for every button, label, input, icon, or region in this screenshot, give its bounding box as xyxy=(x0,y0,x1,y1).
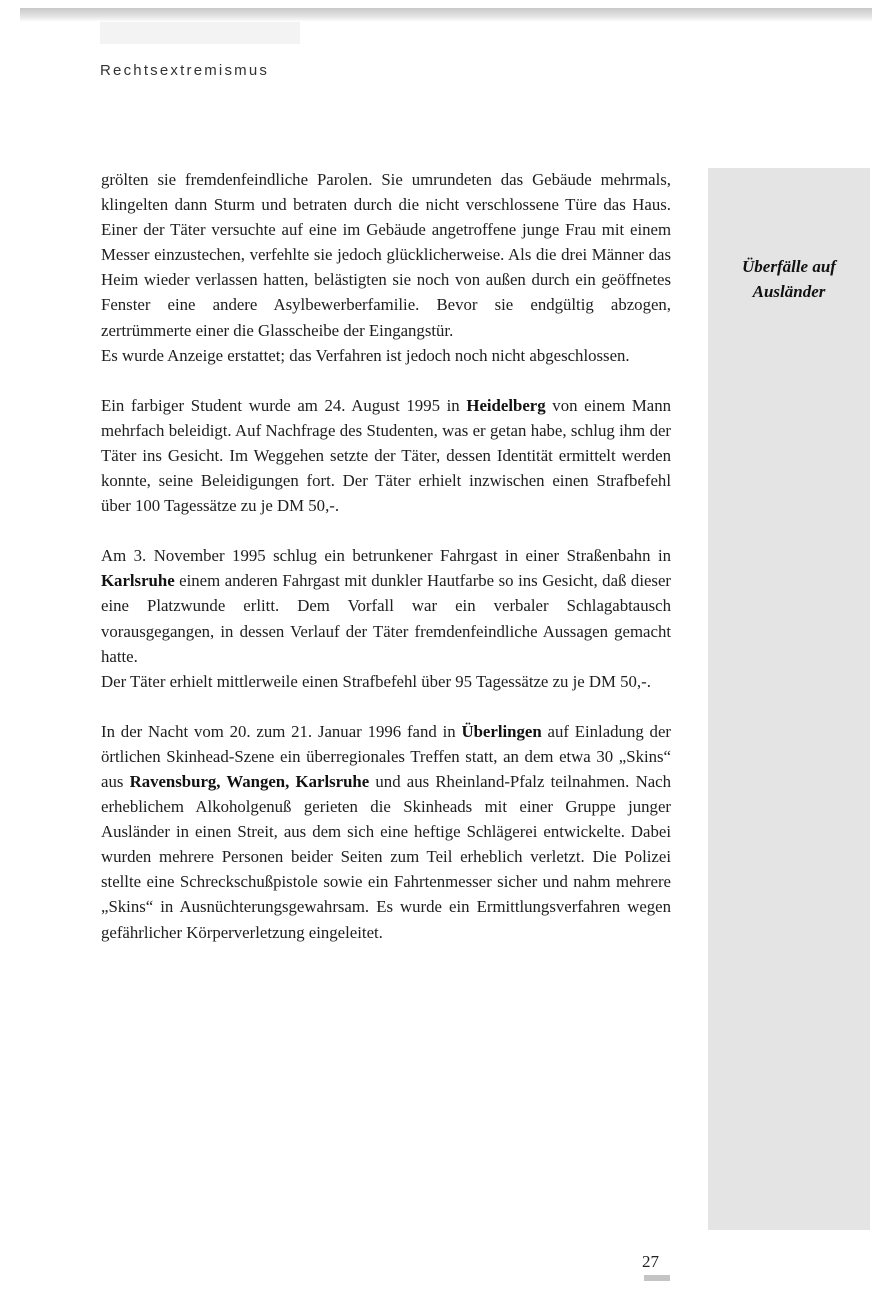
paragraph xyxy=(101,719,671,945)
body-text xyxy=(101,167,671,945)
text-run: Der Täter erhielt mittlerweile einen Strafbefehl über 95 Tagessätze zu je DM 50,-. xyxy=(101,671,651,691)
paragraph xyxy=(101,669,671,694)
text-run: und aus Rheinland-Pfalz teilnahmen. Nach erheblichem Alkoholgenuß gerieten die Skinheads mit einer Gruppe junger Ausländer in einen Streit, aus dem sich eine heftige Schlägerei entwickelte. Dabei wurden mehrere Personen beider Seiten zum Teil erheblich verletzt. Die Polizei stellte eine Schreckschußpistole sowie ein Fahrtenmesser sicher und nahm mehrere „Skins“ in Ausnüchterungsgewahrsam. Es wurde ein Ermittlungsverfahren wegen gefährlicher Körperverletzung eingeleitet. xyxy=(101,771,671,942)
paragraph xyxy=(101,393,671,518)
scan-smudge xyxy=(100,22,300,44)
page-number-bar xyxy=(644,1275,670,1281)
margin-column xyxy=(708,168,870,1230)
margin-note xyxy=(708,254,870,304)
running-head: Rechtsextremismus xyxy=(100,62,270,79)
paragraph xyxy=(101,167,671,343)
text-run: Ein farbiger Student wurde am 24. August 1995 in xyxy=(101,395,467,415)
paragraph xyxy=(101,343,671,368)
place-name: Ravensburg, Wangen, Karlsruhe xyxy=(129,771,370,791)
text-run: auf Einladung der örtlichen Skinhead-Szene ein überregionales Treffen statt, an dem etwa 30 „Skins“ aus xyxy=(101,721,671,791)
scan-top-edge xyxy=(20,8,872,22)
text-run: grölten sie fremdenfeindliche Parolen. Sie umrundeten das Gebäude mehrmals, klingelten dann Sturm und betraten durch die nicht verschlossene Türe das Haus. Einer der Täter versuchte auf eine im Gebäude angetroffene junge Frau mit einem Messer einzustechen, verfehlte sie jedoch glücklicherweise. Als die drei Männer das Heim wieder verlassen hatten, belästigten sie noch von außen durch ein geöffnetes Fenster eine andere Asylbewerberfamilie. Bevor sie endgültig abzogen, zertrümmerte einer die Glasscheibe der Eingangstür. xyxy=(101,170,671,340)
place-name: Karlsruhe xyxy=(101,571,175,591)
place-name: Überlingen xyxy=(461,721,542,741)
margin-note-line-2: Ausländer xyxy=(752,282,826,301)
place-name: Heidelberg xyxy=(466,395,546,415)
text-run: von einem Mann mehrfach beleidigt. Auf Nachfrage des Studenten, was er getan habe, schlug ihm der Täter ins Gesicht. Im Weggehen setzte der Täter, dessen Identität ermittelt werden konnte, seine Beleidigungen fort. Der Täter erhielt inzwischen einen Strafbefehl über 100 Tagessätze zu je DM 50,-. xyxy=(101,395,671,516)
text-run: Am 3. November 1995 schlug ein betrunkener Fahrgast in einer Straßenbahn in xyxy=(101,546,671,566)
margin-note-line-1: Überfälle auf xyxy=(742,257,836,276)
text-run: Es wurde Anzeige erstattet; das Verfahren ist jedoch noch nicht abgeschlossen. xyxy=(101,345,630,365)
text-run: einem anderen Fahrgast mit dunkler Hautfarbe so ins Gesicht, daß dieser eine Platzwunde erlitt. Dem Vorfall war ein verbaler Schlagabtausch vorausgegangen, in dessen Verlauf der Täter fremdenfeindliche Aussagen gemacht hatte. xyxy=(101,571,671,666)
page-number: 27 xyxy=(642,1252,659,1271)
paragraph xyxy=(101,543,671,668)
text-run: In der Nacht vom 20. zum 21. Januar 1996 fand in xyxy=(101,721,462,741)
